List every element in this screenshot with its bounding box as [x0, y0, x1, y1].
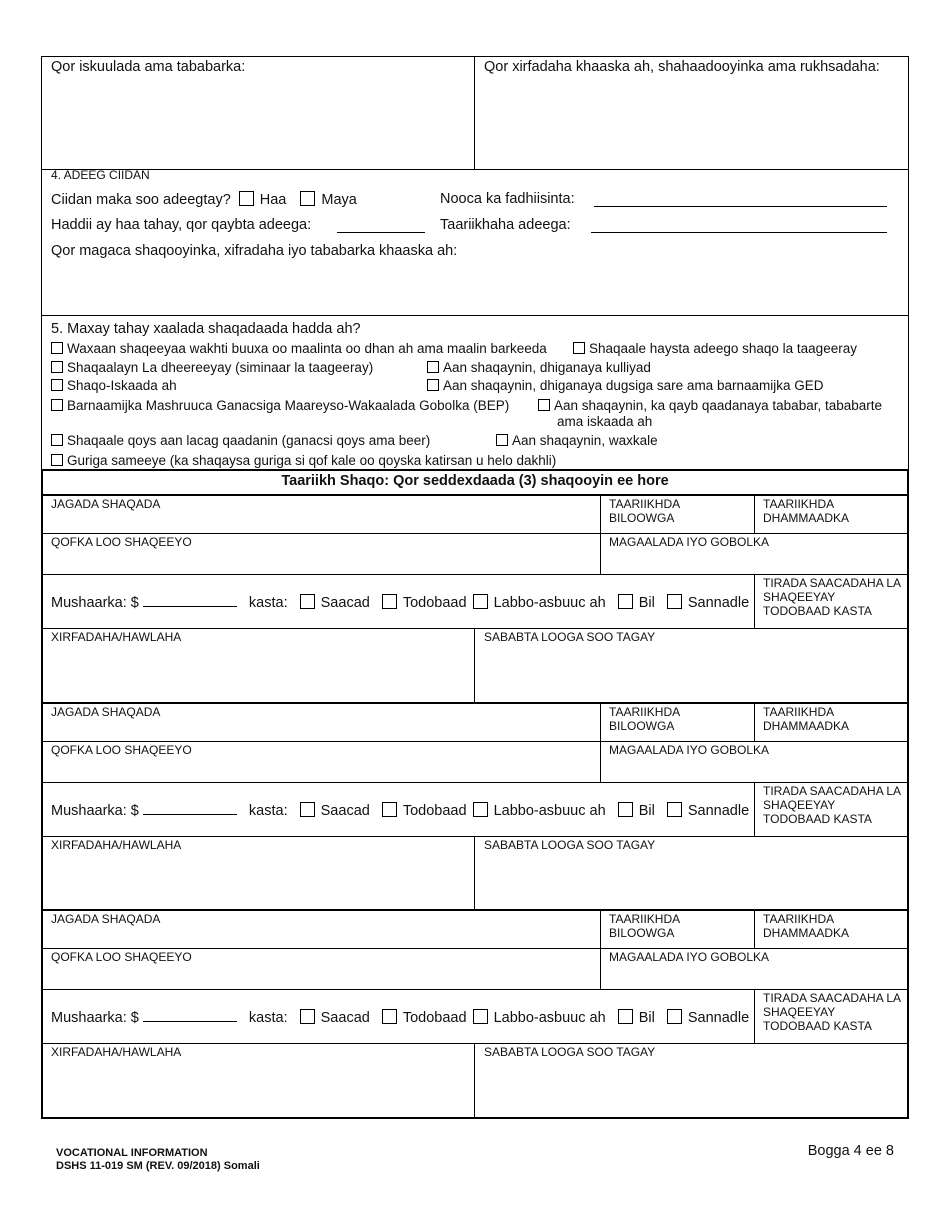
job-3-city-label: MAGAALADA IYO GOBOLKA: [609, 950, 770, 964]
job-1-month-label: Bil: [638, 595, 655, 611]
job-3-year-checkbox[interactable]: [667, 1009, 682, 1024]
job-3-city-field[interactable]: [602, 964, 907, 986]
job-1-divider-c: [754, 574, 755, 628]
job-1-row-line-1: [41, 533, 909, 534]
form-number: DSHS 11-019 SM (REV. 09/2018) Somali: [56, 1160, 260, 1172]
job-3-divider-c: [754, 989, 755, 1043]
job-1-divider-b: [754, 494, 755, 534]
branch-label: Haddii ay haa tahay, qor qaybta adeega:: [51, 217, 312, 233]
job-3-row-line-2: [41, 989, 909, 990]
job-1-supervisor-field[interactable]: [43, 549, 598, 571]
military-heading: 4. ADEEG CIIDAN: [51, 168, 150, 182]
emp-option-7: [51, 398, 509, 414]
job-1-end-date-label: TAARIIKHDA DHAMMAADKA: [763, 497, 850, 525]
certs-field[interactable]: [43, 262, 907, 312]
divider: [474, 56, 475, 169]
emp-option-4: [427, 360, 651, 376]
job-1-supervisor-label: QOFKA LOO SHAQEEYO: [51, 535, 192, 549]
emp-option-10-label: Aan shaqaynin, waxkale: [512, 433, 658, 448]
emp-option-3: [51, 360, 373, 376]
job-1-employer-field[interactable]: [43, 511, 598, 531]
job-1-duties-field[interactable]: [43, 645, 472, 697]
job-2-duties-field[interactable]: [43, 853, 472, 905]
job-3-reason-label: SABABTA LOOGA SOO TAGAY: [484, 1045, 656, 1059]
job-2-row-line-2: [41, 782, 909, 783]
job-1-hour-checkbox[interactable]: [300, 594, 315, 609]
job-2-hour-checkbox[interactable]: [300, 802, 315, 817]
job-1-hour-label: Saacad: [320, 595, 370, 611]
job-2-month-label: Bil: [638, 803, 655, 819]
emp-option-11-label: Guriga sameeye (ka shaqaysa guriga si qof kale oo qoyska katirsan u helo dakhli): [67, 453, 557, 468]
job-3-duties-label: XIRFADAHA/HAWLAHA: [51, 1045, 182, 1059]
job-3-biweekly-label: Labbo-asbuuc ah: [493, 1010, 606, 1026]
emp-option-4-label: Aan shaqaynin, dhiganaya kulliyad: [443, 360, 651, 375]
certs-label: Qor magaca shaqooyinka, xifradaha iyo tababarka khaaska ah:: [51, 243, 458, 259]
skills-field[interactable]: [476, 96, 906, 166]
emp-option-9-label: Shaqaale qoys aan lacag qaadanin (ganacsi qoys ama beer): [67, 433, 431, 448]
job-3-week-checkbox[interactable]: [382, 1009, 397, 1024]
job-3-supervisor-label: QOFKA LOO SHAQEEYO: [51, 950, 192, 964]
emp-option-3-label: Shaqaalayn La dheereeyay (siminaar la taageeray): [67, 360, 374, 375]
emp-option-1-checkbox[interactable]: [51, 342, 63, 354]
job-3-hour-checkbox[interactable]: [300, 1009, 315, 1024]
job-1-duties-label: XIRFADAHA/HAWLAHA: [51, 630, 182, 644]
job-2-employer-label: JAGADA SHAQADA: [51, 705, 161, 719]
job-3-start-date-label: TAARIIKHDA BILOOWGA: [609, 912, 680, 940]
emp-option-8-checkbox[interactable]: [538, 399, 550, 411]
page-number: Bogga 4 ee 8: [807, 1143, 894, 1159]
job-1-year-checkbox[interactable]: [667, 594, 682, 609]
job-2-week-checkbox[interactable]: [382, 802, 397, 817]
job-2-city-field[interactable]: [602, 757, 907, 779]
work-history-title: Taariikh Shaqo: Qor seddexdaada (3) shaqooyin ee hore: [281, 473, 669, 489]
job-3-row-line-3: [41, 1043, 909, 1044]
job-2-wage-row: [51, 802, 749, 820]
job-3-supervisor-field[interactable]: [43, 964, 598, 986]
job-3-duties-field[interactable]: [43, 1060, 472, 1112]
job-2-biweekly-label: Labbo-asbuuc ah: [493, 803, 606, 819]
job-2-wage-label: Mushaarka: $: [51, 803, 139, 819]
job-1-divider-a: [600, 494, 601, 574]
emp-option-9: [51, 433, 430, 449]
emp-option-9-checkbox[interactable]: [51, 434, 63, 446]
job-3-year-label: Sannadle: [687, 1010, 750, 1026]
military-yes-label: Haa: [259, 192, 287, 208]
job-3-wage-field[interactable]: [143, 1009, 237, 1022]
job-2-supervisor-field[interactable]: [43, 757, 598, 779]
job-3-wage-label: Mushaarka: $: [51, 1010, 139, 1026]
job-1-wage-field[interactable]: [143, 594, 237, 607]
job-1-employer-label: JAGADA SHAQADA: [51, 497, 161, 511]
military-no-checkbox[interactable]: [300, 191, 315, 206]
job-2-employer-field[interactable]: [43, 719, 598, 739]
job-2-biweekly-checkbox[interactable]: [473, 802, 488, 817]
service-dates-label: Taariikhaha adeega:: [440, 217, 571, 233]
job-2-top-border: [41, 702, 909, 704]
branch-field[interactable]: [337, 232, 425, 233]
job-1-week-label: Todobaad: [402, 595, 467, 611]
school-field[interactable]: [43, 78, 472, 166]
job-2-city-label: MAGAALADA IYO GOBOLKA: [609, 743, 770, 757]
emp-option-5: [51, 378, 177, 394]
emp-option-5-label: Shaqo-Iskaada ah: [67, 378, 177, 393]
emp-option-1-label: Waxaan shaqeeyaa wakhti buuxa oo maalinta oo dhan ah ama maalin barkeeda: [67, 341, 547, 356]
emp-option-6-checkbox[interactable]: [427, 379, 439, 391]
job-1-wage-row: [51, 594, 749, 612]
job-2-start-date-label: TAARIIKHDA BILOOWGA: [609, 705, 680, 733]
emp-option-6-label: Aan shaqaynin, dhiganaya dugsiga sare ama barnaamijka GED: [443, 378, 824, 393]
job-3-employer-field[interactable]: [43, 926, 598, 946]
emp-option-11: [51, 453, 556, 469]
job-1-reason-field[interactable]: [476, 645, 906, 697]
job-1-start-date-label: TAARIIKHDA BILOOWGA: [609, 497, 680, 525]
job-2-hours-label: TIRADA SAACADAHA LA SHAQEEYAY TODOBAAD KASTA: [763, 784, 901, 826]
job-2-end-date-label: TAARIIKHDA DHAMMAADKA: [763, 705, 850, 733]
job-2-wage-field[interactable]: [143, 802, 237, 815]
job-3-hours-label: TIRADA SAACADAHA LA SHAQEEYAY TODOBAAD KASTA: [763, 991, 901, 1033]
job-2-divider-c: [754, 782, 755, 836]
job-1-wage-label: Mushaarka: $: [51, 595, 139, 611]
job-2-divider-b: [754, 702, 755, 742]
emp-option-1: [51, 341, 547, 357]
emp-option-8-label: Aan shaqaynin, ka qayb qaadanaya tababar, tababarte: [554, 398, 883, 413]
job-1-biweekly-checkbox[interactable]: [473, 594, 488, 609]
job-2-row-line-3: [41, 836, 909, 837]
emp-option-11-checkbox[interactable]: [51, 454, 63, 466]
job-1-city-field[interactable]: [602, 549, 907, 571]
job-1-hours-label: TIRADA SAACADAHA LA SHAQEEYAY TODOBAAD KASTA: [763, 576, 901, 618]
employment-question: 5. Maxay tahay xaalada shaqadaada hadda ah?: [51, 321, 361, 337]
school-label: Qor iskuulada ama tababarka:: [51, 59, 246, 75]
discharge-label: Nooca ka fadhiisinta:: [440, 191, 575, 207]
job-3-wage-row: [51, 1009, 749, 1027]
discharge-field[interactable]: [594, 206, 887, 207]
emp-option-5-checkbox[interactable]: [51, 379, 63, 391]
form-title: VOCATIONAL INFORMATION: [56, 1147, 208, 1159]
emp-option-8-continued: ama iskaada ah: [557, 414, 653, 429]
job-2-year-label: Sannadle: [687, 803, 750, 819]
job-2-divider-a: [600, 702, 601, 782]
job-2-row-line-1: [41, 741, 909, 742]
job-2-year-checkbox[interactable]: [667, 802, 682, 817]
job-2-hour-label: Saacad: [320, 803, 370, 819]
job-2-reason-label: SABABTA LOOGA SOO TAGAY: [484, 838, 656, 852]
skills-label: Qor xirfadaha khaaska ah, shahaadooyinka ama rukhsadaha:: [484, 59, 880, 75]
job-2-supervisor-label: QOFKA LOO SHAQEEYO: [51, 743, 192, 757]
job-2-duties-label: XIRFADAHA/HAWLAHA: [51, 838, 182, 852]
job-1-city-label: MAGAALADA IYO GOBOLKA: [609, 535, 770, 549]
emp-option-3-checkbox[interactable]: [51, 361, 63, 373]
job-1-year-label: Sannadle: [687, 595, 750, 611]
emp-option-8: [538, 398, 882, 414]
job-3-employer-label: JAGADA SHAQADA: [51, 912, 161, 926]
job-2-divider-d: [474, 836, 475, 910]
emp-option-6: [427, 378, 824, 394]
emp-option-10: [496, 433, 658, 449]
job-1-per-label: kasta:: [248, 595, 288, 611]
job-1-week-checkbox[interactable]: [382, 594, 397, 609]
job-3-biweekly-checkbox[interactable]: [473, 1009, 488, 1024]
job-3-divider-a: [600, 909, 601, 989]
job-1-row-line-3: [41, 628, 909, 629]
emp-option-7-checkbox[interactable]: [51, 399, 63, 411]
emp-option-7-label: Barnaamijka Mashruuca Ganacsiga Maareyso-Wakaalada Gobolka (BEP): [67, 398, 510, 413]
military-served-question: [51, 191, 357, 209]
job-3-per-label: kasta:: [248, 1010, 288, 1026]
job-2-per-label: kasta:: [248, 803, 288, 819]
job-1-row-line-2: [41, 574, 909, 575]
service-dates-field[interactable]: [591, 232, 887, 233]
job-2-week-label: Todobaad: [402, 803, 467, 819]
job-1-reason-label: SABABTA LOOGA SOO TAGAY: [484, 630, 656, 644]
job-3-end-date-label: TAARIIKHDA DHAMMAADKA: [763, 912, 850, 940]
emp-option-2-checkbox[interactable]: [573, 342, 585, 354]
emp-option-2-label: Shaqaale haysta adeego shaqo la taageeray: [589, 341, 857, 356]
job-3-week-label: Todobaad: [402, 1010, 467, 1026]
job-2-month-checkbox[interactable]: [618, 802, 633, 817]
emp-option-4-checkbox[interactable]: [427, 361, 439, 373]
job-3-divider-d: [474, 1043, 475, 1117]
job-2-reason-field[interactable]: [476, 853, 906, 905]
job-1-biweekly-label: Labbo-asbuuc ah: [493, 595, 606, 611]
job-3-hour-label: Saacad: [320, 1010, 370, 1026]
military-no-label: Maya: [321, 192, 357, 208]
job-3-month-checkbox[interactable]: [618, 1009, 633, 1024]
military-yes-checkbox[interactable]: [239, 191, 254, 206]
job-1-month-checkbox[interactable]: [618, 594, 633, 609]
job-1-top-border: [41, 494, 909, 496]
served-question-text: Ciidan maka soo adeegtay?: [51, 192, 231, 208]
emp-option-2: [573, 341, 857, 357]
job-3-reason-field[interactable]: [476, 1060, 906, 1112]
job-3-divider-b: [754, 909, 755, 949]
job-3-row-line-1: [41, 948, 909, 949]
job-3-top-border: [41, 909, 909, 911]
emp-option-10-checkbox[interactable]: [496, 434, 508, 446]
job-3-month-label: Bil: [638, 1010, 655, 1026]
job-1-divider-d: [474, 628, 475, 702]
